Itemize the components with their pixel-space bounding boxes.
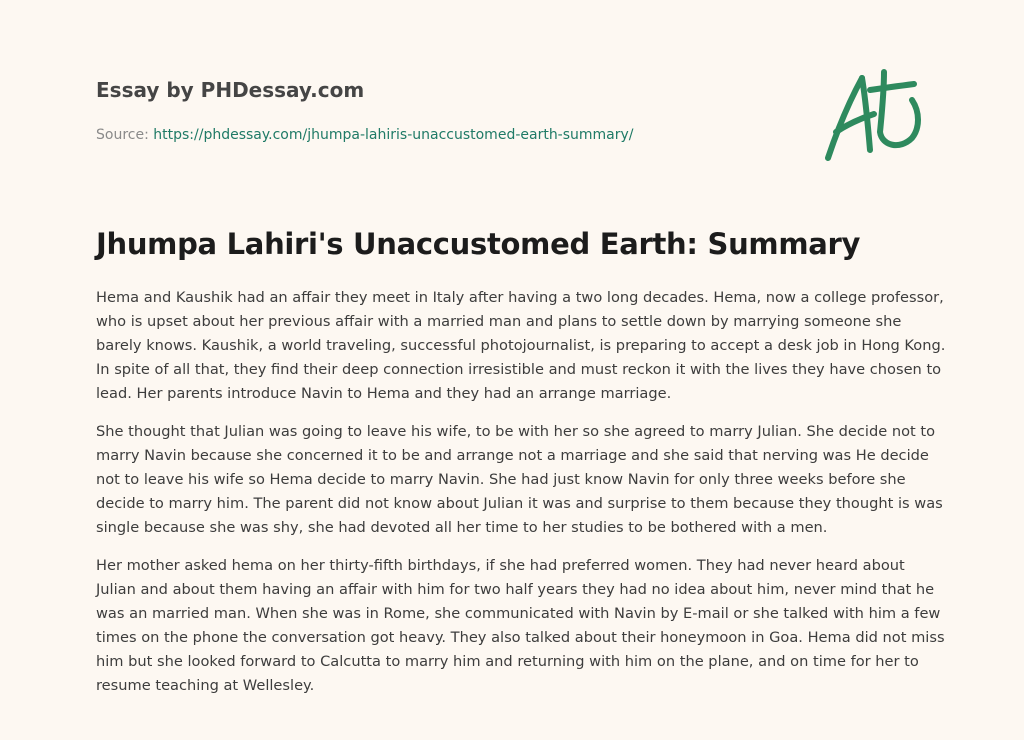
article-title: Jhumpa Lahiri's Unaccustomed Earth: Summary: [96, 227, 861, 261]
paragraph: Her mother asked hema on her thirty-fifth birthdays, if she had preferred women. They had never heard about Julian and about them having an affair with him for two half years they had no idea about him, never mind that he was an married man. When she was in Rome, she communicated with Navin by E-mail or she talked with him a few times on the phone the conversation got heavy. They also talked about their honeymoon in Goa. Hema did not miss him but she looked forward to Calcutta to marry him and returning with him on the plane, and on time for her to resume teaching at Wellesley.: [96, 557, 945, 694]
source-label: Source:: [96, 127, 154, 143]
source-link[interactable]: https://phdessay.com/jhumpa-lahiris-unaccustomed-earth-summary/: [153, 127, 634, 143]
paragraph: She thought that Julian was going to leave his wife, to be with her so she agreed to marry Julian. She decide not to marry Navin because she concerned it to be and arrange not a marriage and she said that nerving was He decide not to leave his wife so Hema decide to marry Navin. She had just know Navin for only three weeks before she decide to marry him. The parent did not know about Julian it was and surprise to them because they thought is was single because she was shy, she had devoted all her time to her studies to be bothered with a men.: [96, 423, 943, 536]
source-line: [96, 125, 796, 145]
a-plus-grade-icon: [822, 66, 932, 166]
site-brand: Essay by PHDessay.com: [96, 78, 365, 102]
article-body: [96, 286, 946, 712]
paragraph: Hema and Kaushik had an affair they meet in Italy after having a two long decades. Hema, now a college professor, who is upset about her previous affair with a married man and plans to settle down by marrying someone she barely knows. Kaushik, a world traveling, successful photojournalist, is preparing to accept a desk job in Hong Kong. In spite of all that, they find their deep connection irresistible and must reckon it with the lives they have chosen to lead. Her parents introduce Navin to Hema and they had an arrange marriage.: [96, 289, 946, 402]
page-header: [96, 76, 796, 145]
